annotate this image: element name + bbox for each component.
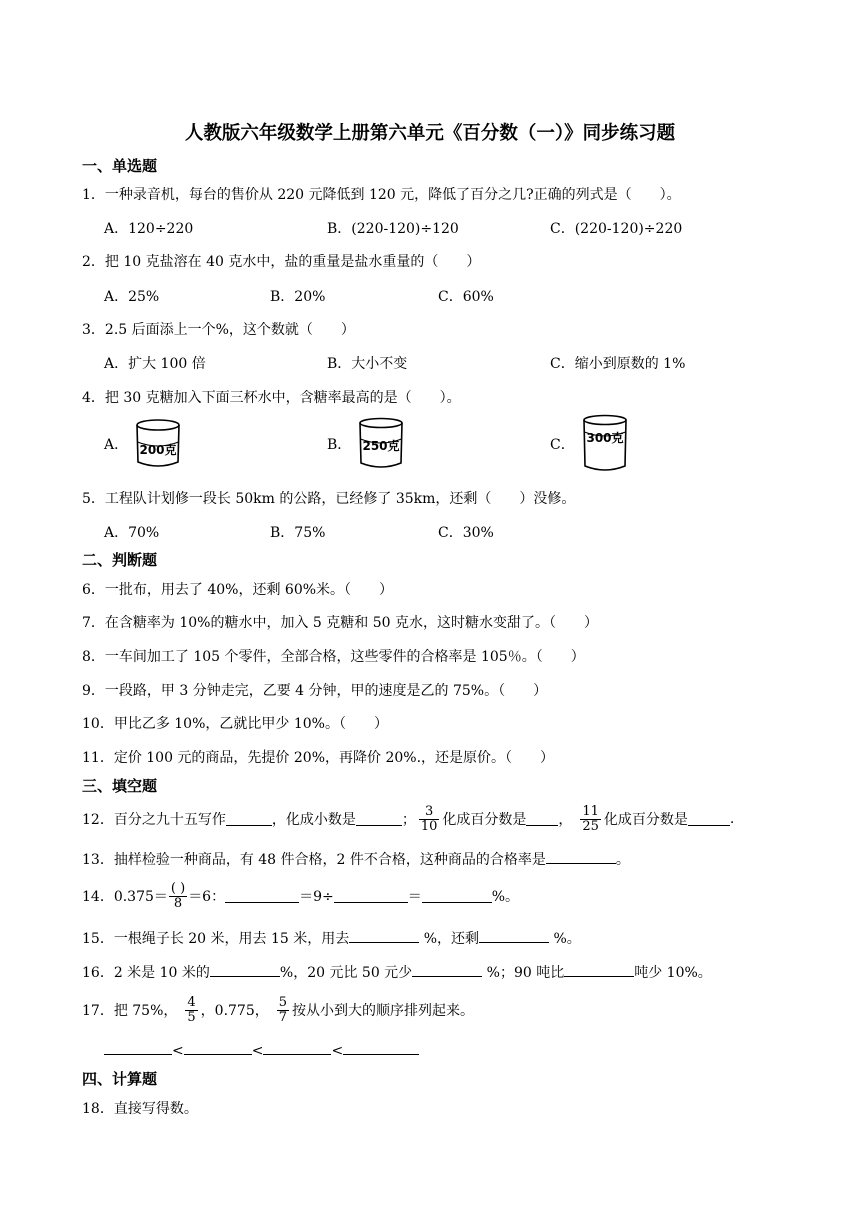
question-5-stem: 5．工程队计划修一段长 50km 的公路，已经修了 35km，还剩（ ）没修。 [82, 491, 576, 507]
q14-fraction: $\frac{( )}{8}$ [170, 880, 186, 911]
question-4-option-c [550, 414, 629, 474]
q17-lt-3: < [331, 1043, 344, 1059]
question-5-option-c: C．30% [438, 525, 494, 541]
q15-text-2: %，还剩 [419, 931, 480, 947]
section-heading-true-false: 二、判断题 [82, 551, 158, 569]
question-4-stem: 4．把 30 克糖加入下面三杯水中，含糖率最高的是（ ）。 [82, 390, 461, 406]
section-heading-fill-blank: 三、填空题 [82, 777, 158, 795]
q17-blank-4[interactable] [343, 1041, 419, 1055]
cup-b-label: 250克 [362, 439, 400, 453]
q14-text-1: 14．0.375＝ [82, 889, 168, 905]
q16-text-1: 16．2 米是 10 米的 [82, 965, 210, 981]
q12-fraction-2: $\frac{11}{25}$ [582, 803, 599, 834]
q17-lt-1: < [172, 1043, 184, 1059]
question-4-option-b-label: B． [327, 437, 352, 453]
question-4-option-a-label: A． [104, 437, 129, 453]
q16-blank-2[interactable] [412, 963, 482, 977]
question-10: 10．甲比乙多 10%，乙就比甲少 10%。（ ） [82, 716, 388, 732]
section-heading-calculation: 四、计算题 [82, 1070, 158, 1088]
q17-blank-2[interactable] [184, 1041, 252, 1055]
q14-blank-2[interactable] [334, 889, 408, 903]
question-5-option-a: A．70% [104, 525, 160, 541]
q13-blank[interactable] [546, 850, 616, 864]
q12-text-6: 化成百分数是 [603, 812, 688, 828]
question-14 [82, 879, 519, 913]
q17-blank-1[interactable] [104, 1041, 172, 1055]
question-2-option-a: A．25% [104, 289, 160, 305]
question-1-option-b: B．(220-120)÷120 [327, 221, 459, 237]
question-16 [82, 962, 712, 982]
q12-text-5: ， [558, 812, 573, 828]
q14-blank-3[interactable] [422, 889, 492, 903]
question-1-option-a: A．120÷220 [104, 221, 194, 237]
q15-text-1: 15．一根绳子长 20 米，用去 15 米，用去 [82, 931, 350, 947]
question-3-option-b: B．大小不变 [327, 356, 408, 372]
q16-text-3: %；90 吨比 [482, 965, 565, 981]
question-7: 7．在含糖率为 10%的糖水中，加入 5 克糖和 50 克水，这时糖水变甜了。（ ） [82, 615, 598, 631]
q14-text-3: ＝9÷ [299, 889, 334, 905]
question-2-stem: 2．把 10 克盐溶在 40 克水中，盐的重量是盐水重量的（ ） [82, 254, 481, 270]
q13-text-1: 13．抽样检验一种商品，有 48 件合格，2 件不合格，这种商品的合格率是 [82, 852, 546, 868]
q17-ordering-row [104, 1041, 419, 1059]
q14-blank-1[interactable] [225, 889, 299, 903]
question-13 [82, 849, 630, 869]
question-1-stem: 1．一种录音机，每台的售价从 220 元降低到 120 元，降低了百分之几?正确的列式是（ ）。 [82, 187, 681, 203]
question-4-option-c-label: C． [550, 437, 575, 453]
q12-blank-2[interactable] [356, 812, 402, 826]
q16-text-4: 吨少 10%。 [634, 965, 712, 981]
q12-blank-3[interactable] [526, 812, 558, 826]
question-17 [82, 993, 474, 1027]
question-3-stem: 3．2.5 后面添上一个%，这个数就（ ） [82, 322, 355, 338]
question-18: 18．直接写得数。 [82, 1101, 198, 1117]
q17-blank-3[interactable] [263, 1041, 331, 1055]
cup-a-image [134, 418, 182, 470]
cup-b-image [357, 417, 405, 471]
q12-blank-4[interactable] [688, 812, 730, 826]
q15-blank-1[interactable] [349, 929, 419, 943]
q12-text-3: ； [401, 812, 416, 828]
q17-text-2: ，0.775， [200, 1003, 269, 1019]
q17-fraction-1: $\frac{4}{5}$ [187, 994, 196, 1025]
question-4-option-a [104, 418, 182, 470]
question-11: 11．定价 100 元的商品，先提价 20%，再降价 20%.，还是原价。（ ） [82, 750, 555, 766]
q12-blank-1[interactable] [226, 812, 272, 826]
q17-text-1: 17．把 75%， [82, 1003, 178, 1019]
section-heading-single-choice: 一、单选题 [82, 157, 158, 175]
q12-text-7: . [729, 811, 735, 827]
question-15 [82, 928, 581, 948]
page-title: 人教版六年级数学上册第六单元《百分数（一）》同步练习题 [184, 123, 676, 144]
q14-text-4: ＝ [407, 889, 422, 905]
question-6: 6．一批布，用去了 40%，还剩 60%米。（ ） [82, 582, 394, 598]
q16-blank-1[interactable] [210, 963, 280, 977]
question-3-option-c: C．缩小到原数的 1% [550, 356, 686, 372]
q12-text-1: 12．百分之九十五写作 [82, 812, 226, 828]
question-12 [82, 802, 734, 836]
cup-c-image [581, 414, 629, 474]
q12-fraction-1: $\frac{3}{10}$ [420, 803, 438, 834]
question-4-option-b [327, 418, 405, 470]
q12-text-2: ，化成小数是 [271, 812, 356, 828]
q15-blank-2[interactable] [479, 929, 549, 943]
cup-c-label: 300克 [586, 431, 624, 445]
question-9: 9．一段路，甲 3 分钟走完，乙要 4 分钟，甲的速度是乙的 75%。（ ） [82, 683, 548, 699]
question-5-option-b: B．75% [270, 525, 326, 541]
question-1-option-c: C．(220-120)÷220 [550, 221, 683, 237]
q17-text-3: 按从小到大的顺序排列起来。 [292, 1003, 475, 1019]
question-2-option-b: B．20% [270, 289, 326, 305]
q14-text-2: ＝6： [188, 889, 226, 905]
q15-text-3: %。 [549, 931, 581, 947]
q13-text-2: 。 [615, 852, 630, 868]
q14-text-5: %。 [491, 889, 520, 905]
q17-fraction-2: $\frac{5}{7}$ [278, 994, 288, 1025]
cup-a-label: 200克 [139, 443, 177, 457]
question-2-option-c: C．60% [438, 289, 494, 305]
q12-text-4: 化成百分数是 [442, 812, 527, 828]
q17-lt-2: < [251, 1043, 264, 1059]
q16-text-2: %，20 元比 50 元少 [279, 965, 413, 981]
question-8: 8．一车间加工了 105 个零件，全部合格，这些零件的合格率是 105％。（ ） [82, 649, 585, 665]
q16-blank-3[interactable] [564, 963, 634, 977]
question-3-option-a: A．扩大 100 倍 [104, 356, 206, 372]
